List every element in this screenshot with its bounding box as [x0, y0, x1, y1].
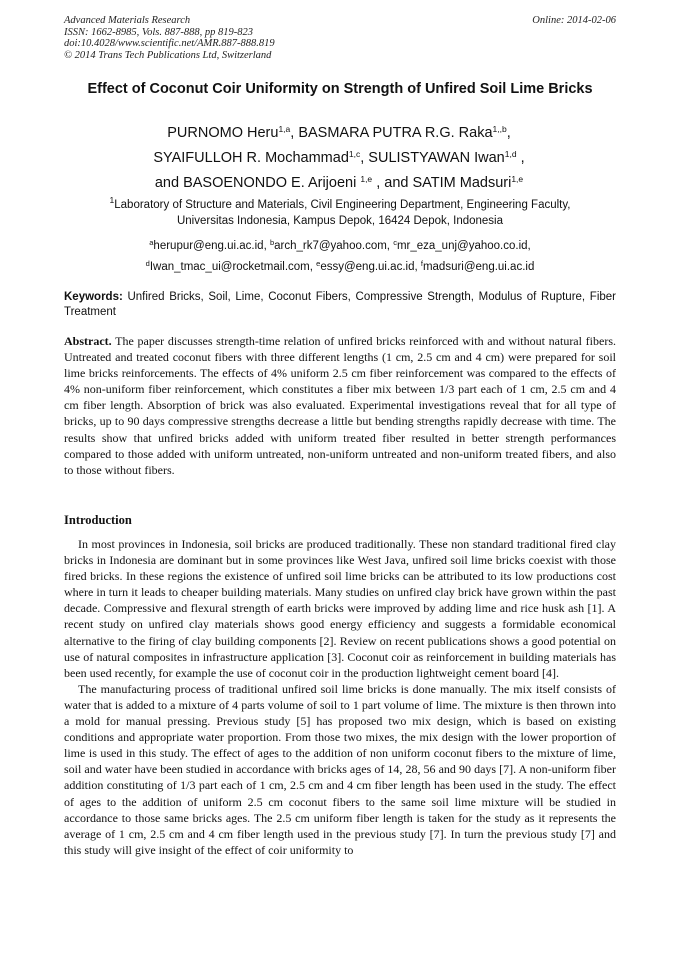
author-affil-sup: 1,e	[360, 174, 373, 184]
author-separator: , and	[376, 175, 409, 191]
affiliation-line	[64, 195, 616, 214]
affiliation-sup: 1	[109, 195, 115, 205]
issn-line: ISSN: 1662-8985, Vols. 887-888, pp 819-823	[64, 26, 253, 38]
paper-title: Effect of Coconut Coir Uniformity on Strength of Unfired Soil Lime Bricks	[87, 81, 593, 97]
section-heading: Introduction	[64, 513, 132, 527]
author-affil-sup: 1,c	[348, 149, 361, 159]
abstract-label: Abstract.	[64, 334, 112, 348]
author-separator: and	[154, 175, 180, 191]
author-emails	[64, 236, 616, 278]
keywords-block	[64, 290, 616, 320]
author-name: SYAIFULLOH R. Mochammad	[153, 150, 349, 166]
email-address: arch_rk7@yahoo.com	[274, 240, 387, 252]
abstract-block	[64, 333, 616, 478]
keywords-label: Keywords:	[64, 291, 123, 303]
author-line	[40, 171, 638, 196]
author-name: SULISTYAWAN Iwan	[368, 150, 505, 166]
online-date: Online: 2014-02-06	[532, 15, 616, 26]
email-line: $^d$Iwan_tmac_ui@rocketmail.com, $^e$essy@eng.ui.ac.id, $^f$madsuri@eng.ui.ac.id	[145, 259, 535, 273]
author-affil-sup: 1,a	[278, 124, 291, 134]
author-separator: ,	[360, 150, 365, 166]
email-address: essy@eng.ui.ac.id	[320, 261, 415, 273]
email-sup: e	[316, 259, 321, 268]
body-paragraph: In most provinces in Indonesia, soil bricks are produced traditionally. These non standard traditional fired clay bricks in Indonesia are dominant but in some provinces like West Java, unfired soil lime bricks coexist with those fired bricks. In these regions the existence of unfired soil lime bricks can be attributed to its low productions cost where in turn it leads to cheaper building materials. Many studies on unfired clay brick have grown within the past decade. Compressive and flexural strength of earth bricks were improved by adding lime and rice husk ash [1]. A recent study on unfired clay materials shows good energy efficiency and suggests a formidable economical alternative to the firing of clay building components [2]. Review on recent publications shows a good potential on use of natural composites in infrastructure application [3]. Coconut coir as reinforcement in building materials has been used recently, for example the use of coconut coir in the production lightweight cement board [4].	[64, 537, 616, 680]
author-name: PURNOMO Heru	[167, 125, 279, 141]
email-sup: d	[145, 259, 150, 268]
introduction-body	[64, 536, 616, 858]
body-paragraph: The manufacturing process of traditional unfired soil lime bricks is done manually. The mix itself consists of water that is added to a mixture of 4 parts volume of soil to 1 part volume of lime. The mixture is then thrown into a mold for manual pressing. Previous study [5] has proposed two mix design, which is based on existing conditions and appropriate water proportion. From those two mixes, the mix design with the lower proportion of lime is used in this study. The effect of ages to the addition of non uniform coconut fibers to the mixture of lime, soil and water have been studied in accordance with bricks ages of 14, 28, 56 and 90 days [7]. A non-uniform fiber addition constituting of 1/3 part each of 1 cm, 2.5 cm and 4 cm fiber length has been used in the study. The effect of ages to the addition of uniform 2.5 cm coconut fibers to the same soil lime mixture will be studied in accordance to those same bricks ages. The 2.5 cm uniform fiber length is taken for the study as it represents the average of 1 cm, 2.5 cm and 4 cm fiber length used in the previous study [7]. In turn the previous study [7] and this study will give insight of the effect of coir uniformity to	[64, 681, 616, 857]
author-line	[40, 146, 638, 171]
author-list	[40, 121, 638, 196]
author-affil-sup: 1,d	[504, 149, 517, 159]
copyright-line: © 2014 Trans Tech Publications Ltd, Switzerland	[64, 49, 272, 61]
author-name: SATIM Madsuri	[412, 175, 512, 191]
email-sup: f	[420, 259, 423, 268]
doi-line: doi:10.4028/www.scientific.net/AMR.887-888.819	[64, 38, 275, 49]
journal-name: Advanced Materials Research	[64, 15, 191, 26]
author-separator: ,	[506, 125, 511, 141]
author-affil-sup: 1,e	[511, 174, 524, 184]
keywords-text: Unfired Bricks, Soil, Lime, Coconut Fibers, Compressive Strength, Modulus of Rupture, Fiber Treatment	[64, 291, 616, 318]
author-separator: ,	[290, 125, 295, 141]
affiliation-text: Laboratory of Structure and Materials, Civil Engineering Department, Engineering Faculty,	[114, 199, 571, 211]
affiliation	[64, 195, 616, 229]
email-address: Iwan_tmac_ui@rocketmail.com	[149, 261, 310, 273]
author-affil-sup: 1,,b	[492, 124, 507, 134]
email-sup: b	[269, 238, 275, 247]
author-separator: ,	[520, 150, 525, 166]
running-header	[64, 15, 616, 61]
author-name: BASMARA PUTRA R.G. Raka	[298, 125, 493, 141]
email-line: $^a$herupur@eng.ui.ac.id, $^b$arch_rk7@yahoo.com, $^c$mr_eza_unj@yahoo.co.id,	[149, 238, 531, 252]
email-address: mr_eza_unj@yahoo.co.id	[396, 240, 528, 252]
email-sup: a	[149, 238, 154, 247]
email-address: madsuri@eng.ui.ac.id	[422, 261, 535, 273]
email-address: herupur@eng.ui.ac.id	[153, 240, 264, 252]
email-sup: c	[393, 238, 397, 247]
affiliation-line: Universitas Indonesia, Kampus Depok, 16424 Depok, Indonesia	[176, 214, 504, 227]
abstract-text: The paper discusses strength-time relation of unfired bricks reinforced with and without natural fibers. Untreated and treated coconut fibers with three different lengths (1 cm, 2.5 cm and 4 cm) were prepared for soil lime bricks reinforcements. The effects of 4% uniform 2.5 cm fiber reinforcement was compared to the effects of 4% non-uniform fiber reinforcement, which constitutes a fiber mix between 1/3 part each of 1 cm, 2.5 cm and 4 cm fiber length. Absorption of brick was also evaluated. Experimental investigations reveal that for all type of bricks, up to 90 days compressive strengths decrease a little but bending strengths rapidly decrease with time. The results show that unfired bricks added with uniform treated fiber resulted in better strength performances compared to those added with uniform untreated, non-uniform untreated and non-uniform treated fibers, and also to those without fibers.	[64, 334, 616, 477]
author-name: BASOENONDO E. Arijoeni	[183, 175, 357, 191]
author-line	[40, 121, 638, 146]
